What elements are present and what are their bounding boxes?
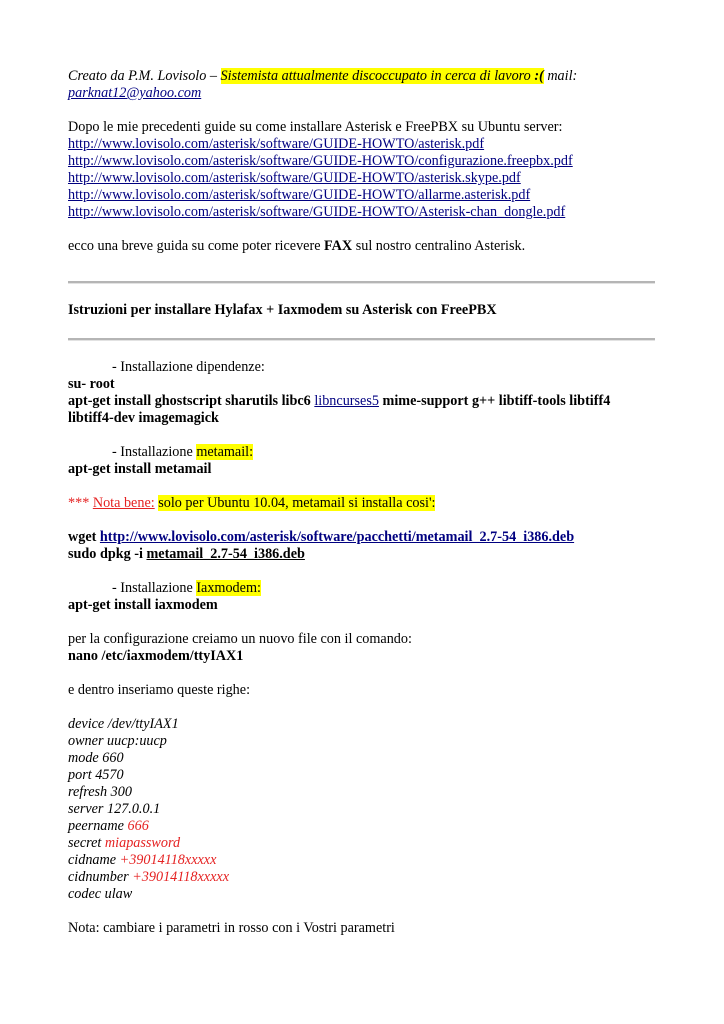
ubuntu-note: *** Nota bene: solo per Ubuntu 10.04, metamail si installa cosi':: [68, 495, 436, 511]
note-label: Nota bene:: [92, 495, 155, 511]
apt-get-deps-command-cont: libtiff4-dev imagemagick: [68, 410, 219, 426]
config-cidname: cidname +39014118xxxxx: [68, 852, 217, 868]
guide-link-chan-dongle[interactable]: http://www.lovisolo.com/asterisk/software/GUIDE-HOWTO/Asterisk-chan_dongle.pdf: [68, 204, 566, 220]
su-command: su- root: [68, 376, 115, 392]
dpkg-command: sudo dpkg -i metamail_2.7-54_i386.deb: [68, 546, 305, 562]
iaxmodem-heading: - Installazione Iaxmodem:: [112, 580, 261, 596]
config-codec: codec ulaw: [68, 886, 133, 902]
metamail-install-command: apt-get install metamail: [68, 461, 212, 477]
intro-text: Dopo le mie precedenti guide su come installare Asterisk e FreePBX su Ubuntu server:: [68, 119, 563, 135]
nano-command: nano /etc/iaxmodem/ttyIAX1: [68, 648, 244, 664]
document-page: [68, 68, 658, 937]
fax-intro: ecco una breve guida su come poter ricevere FAX sul nostro centralino Asterisk.: [68, 238, 526, 254]
job-status-highlight: Sistemista attualmente discoccupato in cerca di lavoro: [220, 68, 531, 84]
apt-get-deps-command: apt-get install ghostscript sharutils libc6 libncurses5 mime-support g++ libtiff-tools libtiff4: [68, 393, 611, 409]
guide-link-asterisk[interactable]: http://www.lovisolo.com/asterisk/software/GUIDE-HOWTO/asterisk.pdf: [68, 136, 485, 152]
config-mode: mode 660: [68, 750, 124, 766]
config-server: server 127.0.0.1: [68, 801, 161, 817]
config-peername: peername 666: [68, 818, 149, 834]
guide-link-freepbx[interactable]: http://www.lovisolo.com/asterisk/software/GUIDE-HOWTO/configurazione.freepbx.pdf: [68, 153, 573, 169]
note-highlight: solo per Ubuntu 10.04, metamail si installa cosi':: [158, 495, 436, 511]
iaxmodem-install-command: apt-get install iaxmodem: [68, 597, 218, 613]
guide-link-skype[interactable]: http://www.lovisolo.com/asterisk/software/GUIDE-HOWTO/asterisk.skype.pdf: [68, 170, 521, 186]
fax-word: FAX: [324, 238, 353, 254]
config-block: [68, 716, 658, 903]
footer-note: Nota: cambiare i parametri in rosso con i Vostri parametri: [68, 920, 395, 936]
section-title: Istruzioni per installare Hylafax + Iaxmodem su Asterisk con FreePBX: [68, 302, 497, 318]
author-credit: Creato da P.M. Lovisolo –: [68, 68, 217, 84]
config-cidnumber: cidnumber +39014118xxxxx: [68, 869, 229, 885]
config-refresh: refresh 300: [68, 784, 132, 800]
mail-label: mail:: [547, 68, 578, 84]
author-line: [68, 68, 658, 85]
wget-command: wget http://www.lovisolo.com/asterisk/software/pacchetti/metamail_2.7-54_i386.deb: [68, 529, 575, 545]
sad-smiley: :(: [531, 68, 544, 84]
deps-heading: - Installazione dipendenze:: [112, 359, 265, 375]
insert-instruction: e dentro inseriamo queste righe:: [68, 682, 251, 698]
config-device: device /dev/ttyIAX1: [68, 716, 179, 732]
libncurses-link[interactable]: libncurses5: [314, 393, 379, 409]
config-instruction: per la configurazione creiamo un nuovo file con il comando:: [68, 631, 412, 647]
guide-link-allarme[interactable]: http://www.lovisolo.com/asterisk/software/GUIDE-HOWTO/allarme.asterisk.pdf: [68, 187, 531, 203]
deb-filename: metamail_2.7-54_i386.deb: [146, 546, 305, 562]
config-secret: secret miapassword: [68, 835, 181, 851]
config-port: port 4570: [68, 767, 124, 783]
email-link[interactable]: parknat12@yahoo.com: [68, 85, 202, 101]
metamail-heading: - Installazione metamail:: [112, 444, 254, 460]
config-owner: owner uucp:uucp: [68, 733, 167, 749]
metamail-deb-link[interactable]: http://www.lovisolo.com/asterisk/software/pacchetti/metamail_2.7-54_i386.deb: [99, 529, 575, 545]
